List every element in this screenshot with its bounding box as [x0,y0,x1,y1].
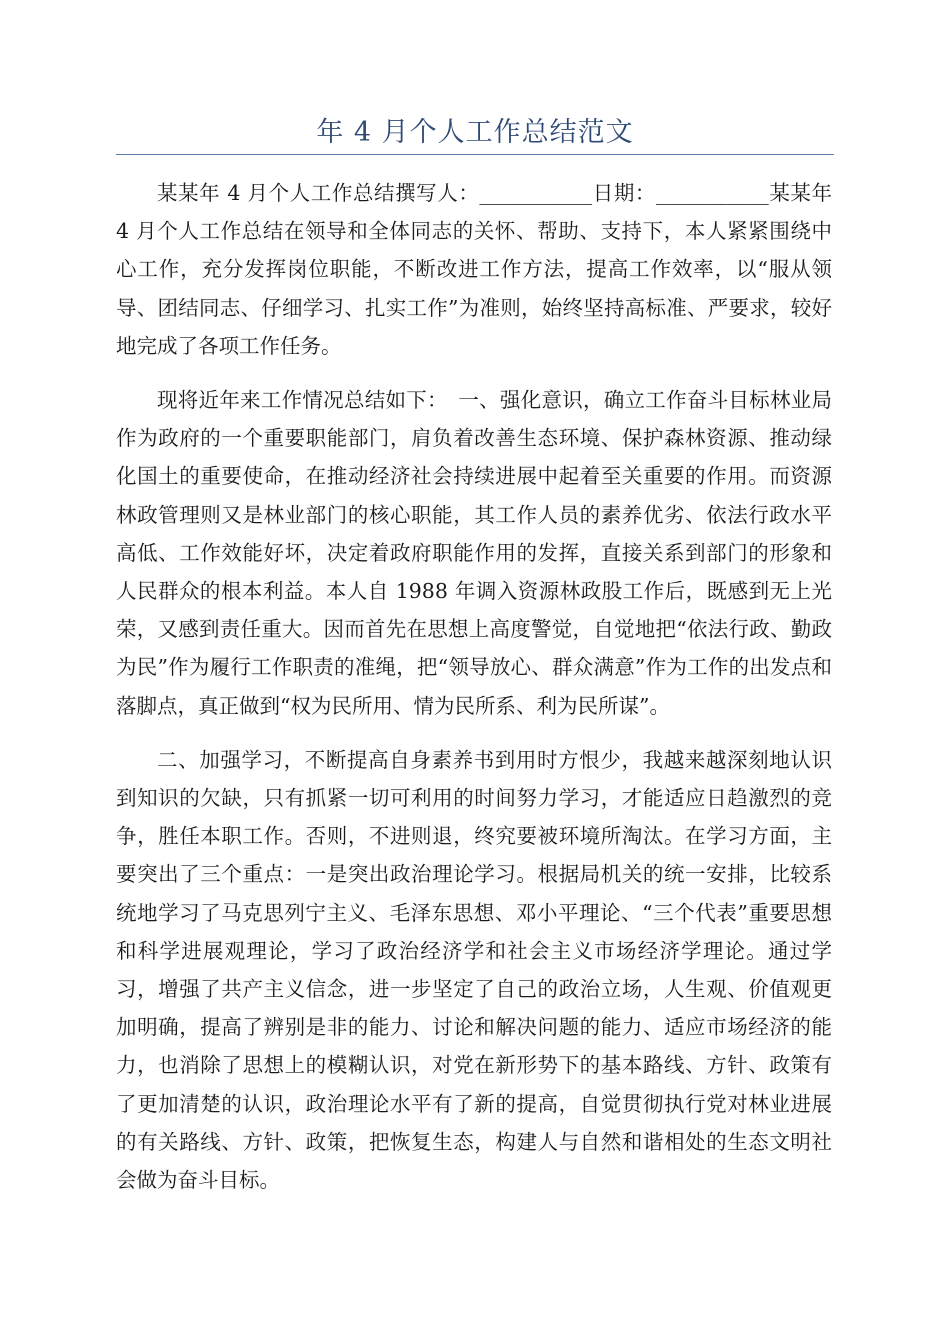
title-underline [116,154,834,155]
paragraph-section-2: 二、加强学习，不断提高自身素养书到用时方恨少，我越来越深刻地认识到知识的欠缺，只有抓紧一切可利用的时间努力学习，才能适应日趋激烈的竞争，胜任本职工作。否则，不进则退，终究要被环境所淘汰。在学习方面，主要突出了三个重点：一是突出政治理论学习。根据局机关的统一安排，比较系统地学习了马克思列宁主义、毛泽东思想、邓小平理论、“三个代表”重要思想和科学进展观理论，学习了政治经济学和社会主义市场经济学理论。通过学习，增强了共产主义信念，进一步坚定了自己的政治立场，人生观、价值观更加明确，提高了辨别是非的能力、讨论和解决问题的能力、适应市场经济的能力，也消除了思想上的模糊认识，对党在新形势下的基本路线、方针、政策有了更加清楚的认识，政治理论水平有了新的提高，自觉贯彻执行党对林业进展的有关路线、方针、政策，把恢复生态，构建人与自然和谐相处的生态文明社会做为奋斗目标。 [116,747,832,1193]
document-body [116,174,832,1199]
document-title: 年 4 月个人工作总结范文 [316,117,634,148]
paragraph-section-1: 现将近年来工作情况总结如下： 一、强化意识，确立工作奋斗目标林业局作为政府的一个重要职能部门，肩负着改善生态环境、保护森林资源、推动绿化国土的重要使命，在推动经济社会持续进展中起着至关重要的作用。而资源林政管理则又是林业部门的核心职能，其工作人员的素养优劣、依法行政水平高低、工作效能好坏，决定着政府职能作用的发挥，直接关系到部门的形象和人民群众的根本利益。本人自 1988 年调入资源林政股工作后，既感到无上光荣，又感到责任重大。因而首先在思想上高度警觉，自觉地把“依法行政、勤政为民”作为履行工作职责的准绳，把“领导放心、群众满意”作为工作的出发点和落脚点，真正做到“权为民所用、情为民所系、利为民所谋”。 [116,388,832,718]
paragraph-intro: 某某年 4 月个人工作总结撰写人：___________日期：___________某某年 4 月个人工作总结在领导和全体同志的关怀、帮助、支持下，本人紧紧围绕中心工作，充分发挥岗位职能，不断改进工作方法，提高工作效率，以“服从领导、团结同志、仔细学习、扎实工作”为准则，始终坚持高标准、严要求，较好地完成了各项工作任务。 [116,181,832,358]
